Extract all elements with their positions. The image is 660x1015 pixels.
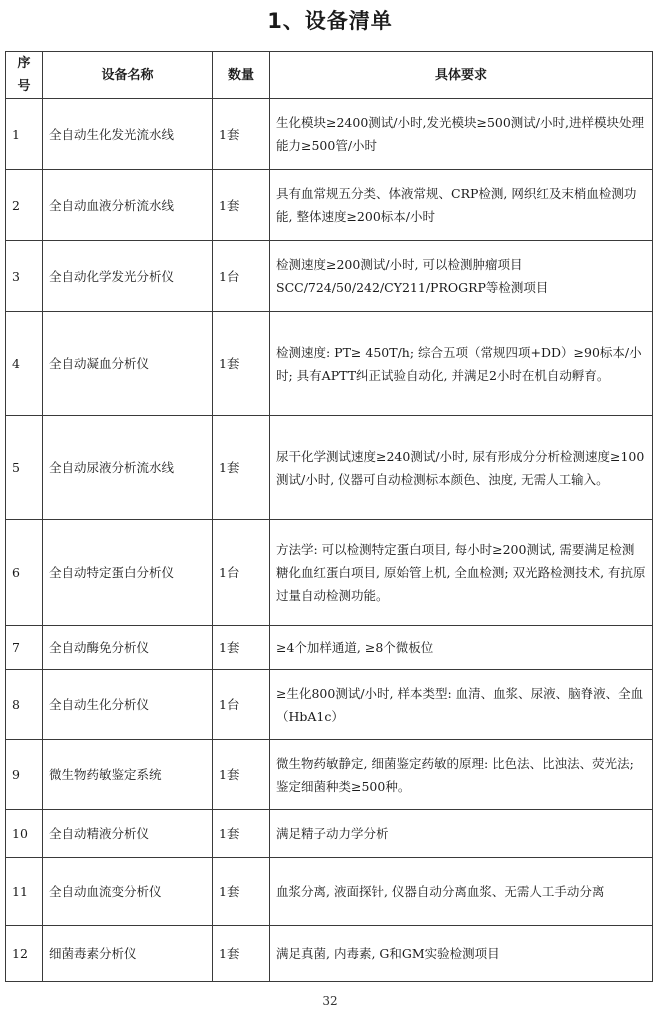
cell-req: ≥4个加样通道, ≥8个微板位 — [270, 626, 653, 670]
cell-name: 全自动化学发光分析仪 — [43, 241, 213, 312]
cell-req: 检测速度≥200测试/小时, 可以检测肿瘤项目SCC/724/50/242/CY211/PROGRP等检测项目 — [270, 241, 653, 312]
table-row — [6, 416, 653, 520]
cell-qty: 1套 — [213, 99, 270, 170]
cell-name: 全自动生化分析仪 — [43, 670, 213, 740]
table-row — [6, 926, 653, 982]
cell-no: 10 — [6, 810, 43, 858]
cell-no: 2 — [6, 170, 43, 241]
header-no: 序号 — [6, 52, 43, 99]
cell-req: 具有血常规五分类、体液常规、CRP检测, 网织红及末梢血检测功能, 整体速度≥200标本/小时 — [270, 170, 653, 241]
cell-name: 微生物药敏鉴定系统 — [43, 740, 213, 810]
cell-no: 9 — [6, 740, 43, 810]
table-row — [6, 312, 653, 416]
cell-req: 满足精子动力学分析 — [270, 810, 653, 858]
cell-qty: 1套 — [213, 810, 270, 858]
cell-name: 细菌毒素分析仪 — [43, 926, 213, 982]
table-row — [6, 670, 653, 740]
cell-qty: 1套 — [213, 740, 270, 810]
cell-no: 11 — [6, 858, 43, 926]
cell-name: 全自动血液分析流水线 — [43, 170, 213, 241]
cell-qty: 1套 — [213, 416, 270, 520]
cell-qty: 1套 — [213, 312, 270, 416]
table-row — [6, 740, 653, 810]
cell-no: 7 — [6, 626, 43, 670]
header-req: 具体要求 — [270, 52, 653, 99]
table-row — [6, 241, 653, 312]
cell-req: 生化模块≥2400测试/小时,发光模块≥500测试/小时,进样模块处理能力≥500管/小时 — [270, 99, 653, 170]
page-number: 32 — [322, 994, 338, 1008]
cell-no: 1 — [6, 99, 43, 170]
table-header-row — [6, 52, 653, 99]
table-row — [6, 170, 653, 241]
equipment-table — [5, 51, 653, 982]
table-row — [6, 99, 653, 170]
cell-qty: 1套 — [213, 858, 270, 926]
cell-req: ≥生化800测试/小时, 样本类型: 血清、血浆、尿液、脑脊液、全血（HbA1c） — [270, 670, 653, 740]
cell-no: 4 — [6, 312, 43, 416]
cell-req: 满足真菌, 内毒素, G和GM实验检测项目 — [270, 926, 653, 982]
cell-name: 全自动凝血分析仪 — [43, 312, 213, 416]
cell-qty: 1台 — [213, 670, 270, 740]
cell-no: 5 — [6, 416, 43, 520]
cell-req: 尿干化学测试速度≥240测试/小时, 尿有形成分分析检测速度≥100测试/小时, 仪器可自动检测标本颜色、浊度, 无需人工输入。 — [270, 416, 653, 520]
cell-no: 12 — [6, 926, 43, 982]
cell-name: 全自动生化发光流水线 — [43, 99, 213, 170]
cell-qty: 1套 — [213, 926, 270, 982]
cell-qty: 1套 — [213, 170, 270, 241]
cell-name: 全自动血流变分析仪 — [43, 858, 213, 926]
cell-no: 6 — [6, 520, 43, 626]
table-row — [6, 858, 653, 926]
cell-req: 方法学: 可以检测特定蛋白项目, 每小时≥200测试, 需要满足检测糖化血红蛋白项目, 原始管上机, 全血检测; 双光路检测技术, 有抗原过量自动检测功能。 — [270, 520, 653, 626]
cell-name: 全自动特定蛋白分析仪 — [43, 520, 213, 626]
cell-qty: 1套 — [213, 626, 270, 670]
cell-qty: 1台 — [213, 241, 270, 312]
cell-req: 检测速度: PT≥ 450T/h; 综合五项（常规四项+DD）≥90标本/小时; 具有APTT纠正试验自动化, 并满足2小时在机自动孵育。 — [270, 312, 653, 416]
cell-name: 全自动尿液分析流水线 — [43, 416, 213, 520]
header-qty: 数量 — [213, 52, 270, 99]
cell-req: 血浆分离, 液面探针, 仪器自动分离血浆、无需人工手动分离 — [270, 858, 653, 926]
table-row — [6, 810, 653, 858]
header-name: 设备名称 — [43, 52, 213, 99]
cell-no: 8 — [6, 670, 43, 740]
cell-req: 微生物药敏静定, 细菌鉴定药敏的原理: 比色法、比浊法、荧光法; 鉴定细菌种类≥500种。 — [270, 740, 653, 810]
cell-no: 3 — [6, 241, 43, 312]
cell-name: 全自动精液分析仪 — [43, 810, 213, 858]
table-row — [6, 520, 653, 626]
cell-name: 全自动酶免分析仪 — [43, 626, 213, 670]
table-row — [6, 626, 653, 670]
page-title: 1、设备清单 — [267, 9, 393, 33]
cell-qty: 1台 — [213, 520, 270, 626]
